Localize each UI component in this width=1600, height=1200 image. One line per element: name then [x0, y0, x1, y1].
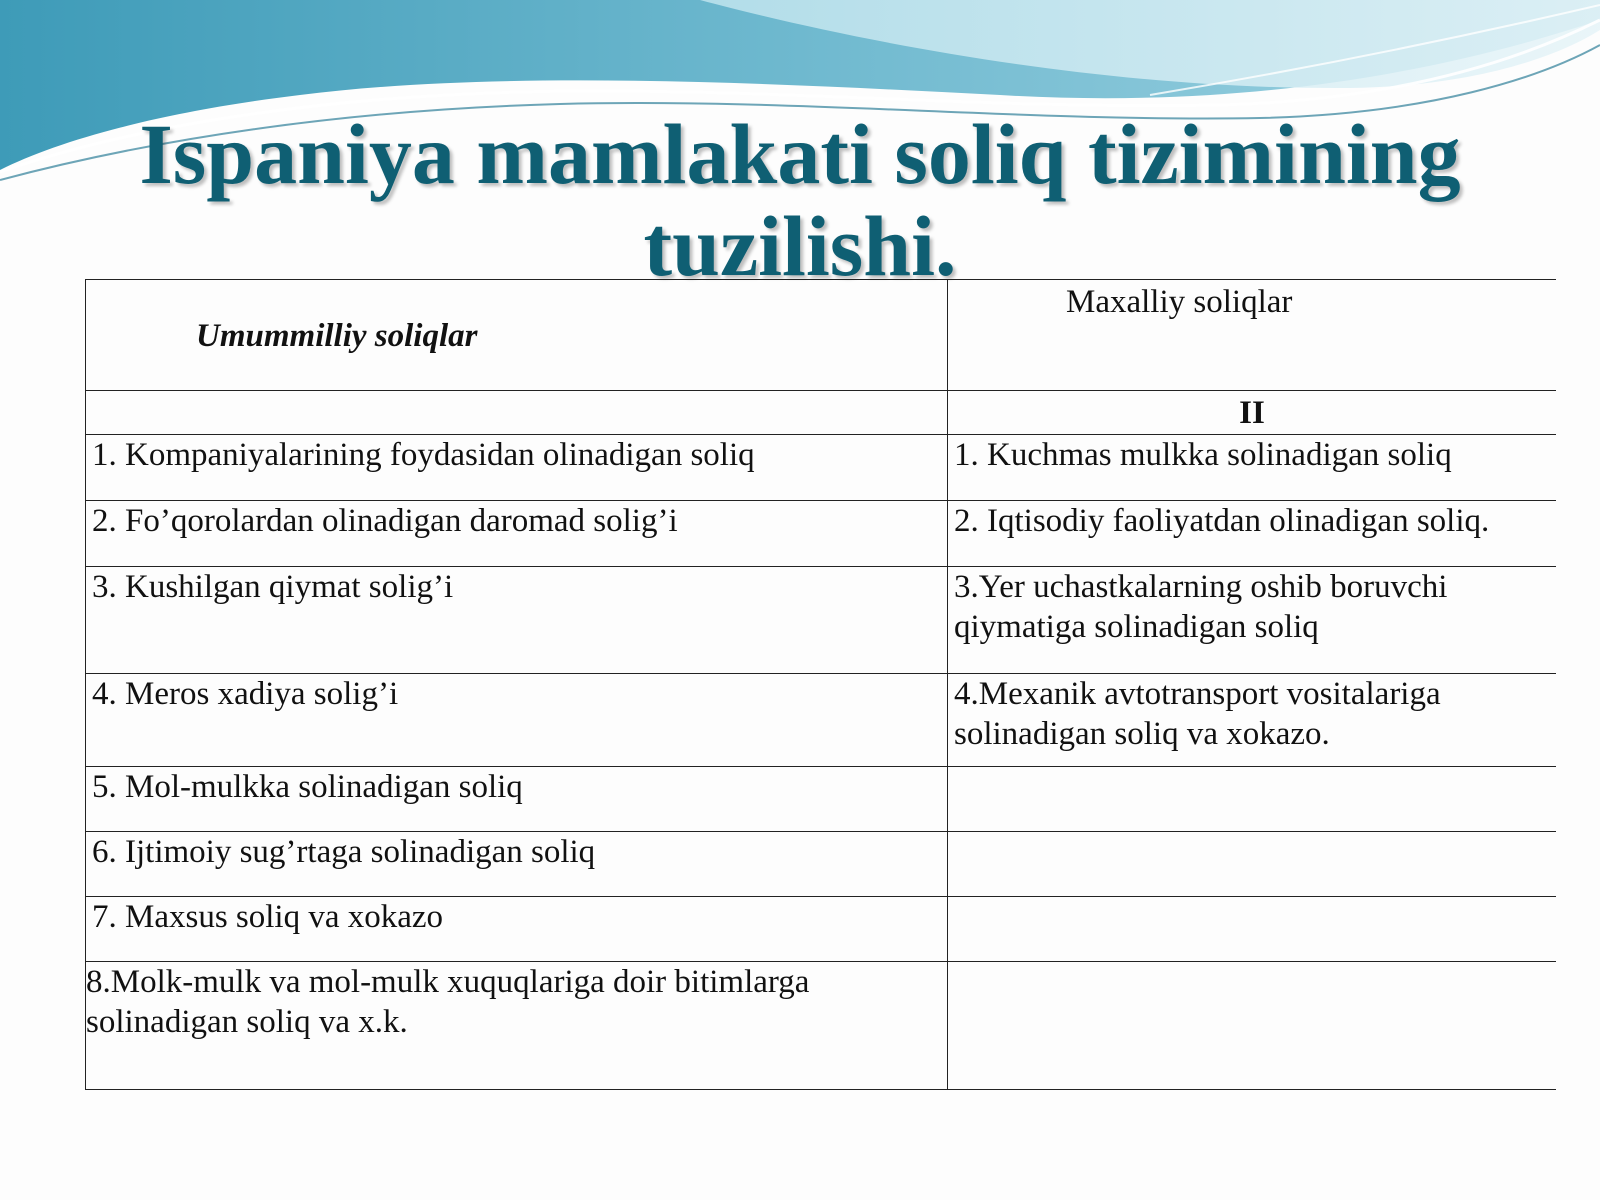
table-row [86, 435, 1557, 501]
local-tax-cell: 3.Yer uchastkalarning oshib boruvchi qiymatiga solinadigan soliq [948, 567, 1557, 674]
local-tax-cell: 2. Iqtisodiy faoliyatdan olinadigan soliq. [948, 501, 1557, 567]
subheader-left [86, 391, 948, 435]
local-tax-cell: 4.Mexanik avtotransport vositalariga solinadigan soliq va xokazo. [948, 674, 1557, 767]
table-row [86, 832, 1557, 897]
table-header-row [86, 280, 1557, 391]
national-tax-cell: 4. Meros xadiya solig’i [86, 674, 948, 767]
subheader-right: II [948, 391, 1557, 435]
national-tax-cell: 6. Ijtimoiy sug’rtaga solinadigan soliq [86, 832, 948, 897]
table-row [86, 567, 1557, 674]
tax-structure-table [85, 279, 1556, 1090]
local-tax-cell [948, 832, 1557, 897]
local-tax-cell [948, 897, 1557, 962]
header-national-taxes: Umummilliy soliqlar [86, 280, 948, 391]
page-title: Ispaniya mamlakati soliq tizimining tuzilishi. [139, 106, 1461, 294]
local-tax-cell [948, 767, 1557, 832]
table-subheader-row [86, 391, 1557, 435]
national-tax-cell: 7. Maxsus soliq va xokazo [86, 897, 948, 962]
local-tax-cell: 1. Kuchmas mulkka solinadigan soliq [948, 435, 1557, 501]
table-row [86, 501, 1557, 567]
national-tax-cell: 1. Kompaniyalarining foydasidan olinadigan soliq [86, 435, 948, 501]
national-tax-cell: 8.Molk-mulk va mol-mulk xuquqlariga doir bitimlarga solinadigan soliq va x.k. [86, 962, 948, 1090]
local-tax-cell [948, 962, 1557, 1090]
table-row [86, 674, 1557, 767]
national-tax-cell: 3. Kushilgan qiymat solig’i [86, 567, 948, 674]
national-tax-cell: 2. Fo’qorolardan olinadigan daromad solig’i [86, 501, 948, 567]
table-row [86, 962, 1557, 1090]
header-local-taxes: Maxalliy soliqlar [948, 280, 1557, 391]
national-tax-cell: 5. Mol-mulkka solinadigan soliq [86, 767, 948, 832]
table-row [86, 767, 1557, 832]
table-row [86, 897, 1557, 962]
